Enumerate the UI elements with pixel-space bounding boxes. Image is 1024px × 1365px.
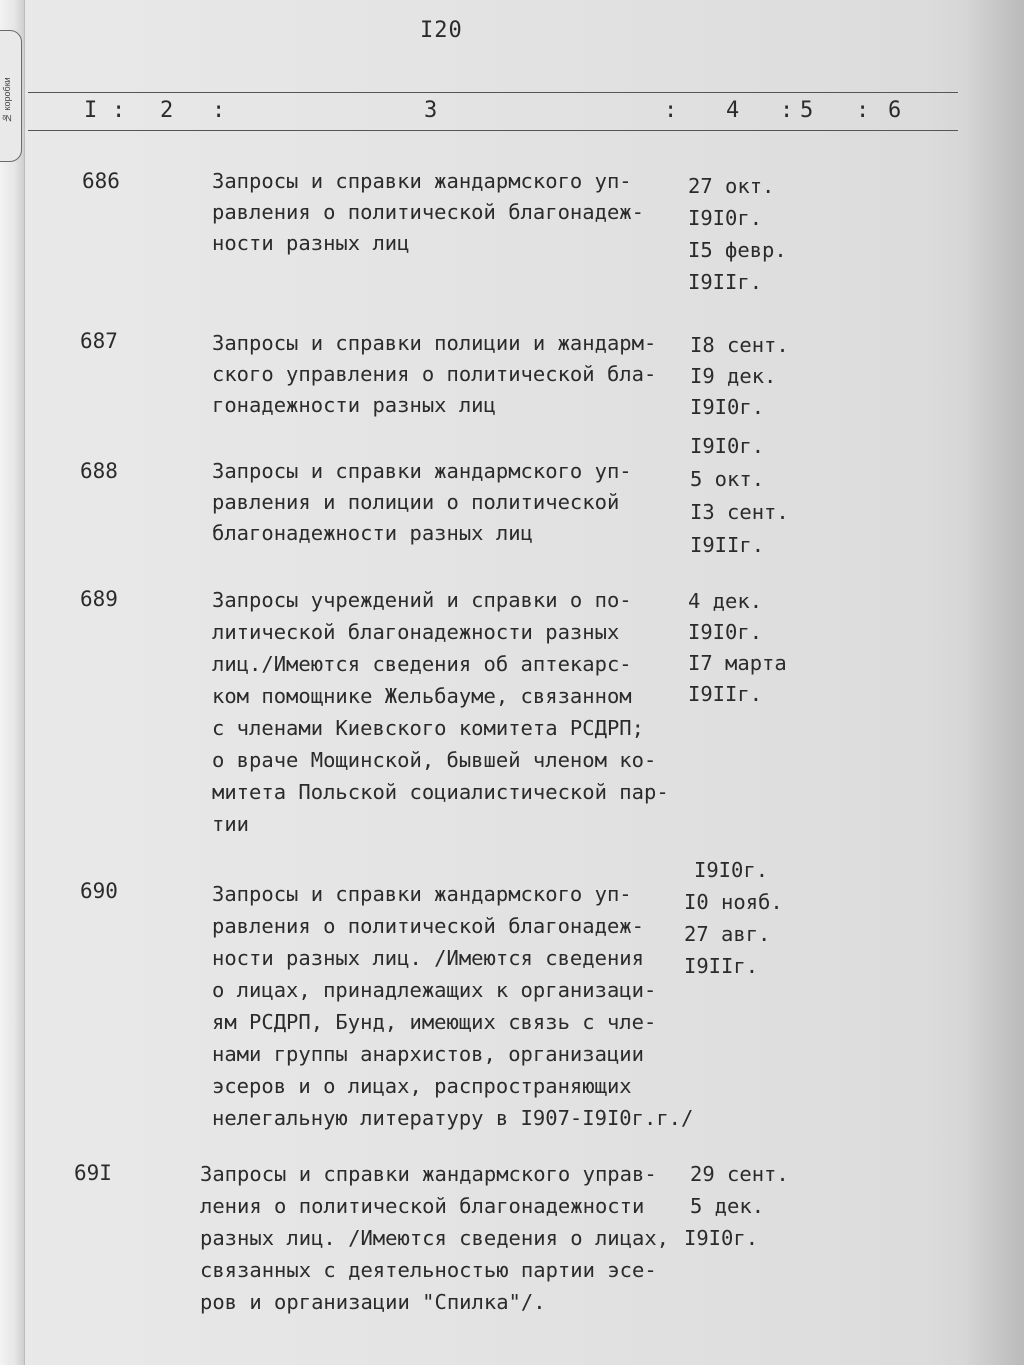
entry-dates bbox=[684, 1158, 789, 1254]
date-line: I9I0г. bbox=[684, 1226, 759, 1250]
column-header: 4 bbox=[726, 98, 740, 123]
date-line: I9I0г. bbox=[694, 858, 769, 882]
column-header: 6 bbox=[888, 98, 902, 123]
date-line: I9I0г. bbox=[688, 206, 763, 230]
entry-description bbox=[212, 456, 632, 549]
description-line: Запросы и справки жандармского уп- bbox=[212, 169, 632, 193]
header-rule-bottom bbox=[28, 130, 958, 131]
date-line: 29 сент. bbox=[690, 1162, 789, 1186]
entry-description bbox=[200, 1158, 669, 1318]
description-line: ления о политической благонадежности bbox=[200, 1194, 645, 1218]
description-line: литической благонадежности разных bbox=[212, 620, 620, 644]
description-line: Запросы учреждений и справки о по- bbox=[212, 588, 632, 612]
column-separator: : bbox=[664, 98, 678, 123]
description-line: ского управления о политической бла- bbox=[212, 362, 657, 386]
date-line: 5 дек. bbox=[690, 1194, 765, 1218]
entry-dates bbox=[688, 586, 787, 710]
description-line: ям РСДРП, Бунд, имеющих связь с чле- bbox=[212, 1010, 657, 1034]
column-header: I bbox=[84, 98, 98, 123]
date-line: I9IIг. bbox=[688, 682, 763, 706]
description-line: равления и полиции о политической bbox=[212, 490, 620, 514]
description-line: Запросы и справки полиции и жандарм- bbox=[212, 331, 657, 355]
description-line: эсеров и о лицах, распространяющих bbox=[212, 1074, 632, 1098]
entry-description bbox=[212, 878, 693, 1134]
date-line: I9IIг. bbox=[688, 270, 763, 294]
date-line: I9IIг. bbox=[684, 954, 759, 978]
description-line: Запросы и справки жандармского уп- bbox=[212, 882, 632, 906]
date-line: I5 февр. bbox=[688, 238, 787, 262]
entry-number: 687 bbox=[80, 329, 118, 353]
entry-number: 689 bbox=[80, 587, 118, 611]
description-line: связанных с деятельностью партии эсе- bbox=[200, 1258, 657, 1282]
column-separator: : bbox=[112, 98, 126, 123]
date-line: I9I0г. bbox=[690, 395, 765, 419]
date-line: I7 марта bbox=[688, 651, 787, 675]
description-line: ров и организации "Спилка"/. bbox=[200, 1290, 546, 1314]
column-header: 3 bbox=[424, 98, 438, 123]
entry-number: 688 bbox=[80, 459, 118, 483]
date-line: I9IIг. bbox=[690, 533, 765, 557]
entry-dates bbox=[690, 330, 789, 423]
column-header: 5 bbox=[800, 98, 814, 123]
column-header: 2 bbox=[160, 98, 174, 123]
description-line: ности разных лиц bbox=[212, 231, 410, 255]
description-line: митета Польской социалистической пар- bbox=[212, 780, 669, 804]
date-line: I0 нояб. bbox=[684, 890, 783, 914]
page-binding bbox=[0, 0, 25, 1365]
entry-description bbox=[212, 166, 644, 259]
margin-stamp: № коробки bbox=[2, 77, 12, 123]
description-line: равления о политической благонадеж- bbox=[212, 914, 644, 938]
date-line: I9 дек. bbox=[690, 364, 777, 388]
description-line: с членами Киевского комитета РСДРП; bbox=[212, 716, 644, 740]
entry-dates bbox=[684, 854, 783, 982]
description-line: тии bbox=[212, 812, 250, 836]
description-line: лиц./Имеются сведения об аптекарс- bbox=[212, 652, 632, 676]
entry-dates bbox=[688, 170, 787, 298]
description-line: о враче Мощинской, бывшей членом ко- bbox=[212, 748, 657, 772]
page-shadow bbox=[964, 0, 1024, 1365]
date-line: 27 окт. bbox=[688, 174, 775, 198]
description-line: разных лиц. /Имеются сведения о лицах, bbox=[200, 1226, 669, 1250]
description-line: ком помощнике Жельбауме, связанном bbox=[212, 684, 632, 708]
description-line: Запросы и справки жандармского уп- bbox=[212, 459, 632, 483]
entry-number: 69I bbox=[74, 1161, 112, 1185]
date-line: 27 авг. bbox=[684, 922, 771, 946]
column-headers bbox=[0, 98, 1024, 128]
date-line: I9I0г. bbox=[688, 620, 763, 644]
entry-number: 690 bbox=[80, 879, 118, 903]
description-line: равления о политической благонадеж- bbox=[212, 200, 644, 224]
description-line: о лицах, принадлежащих к организаци- bbox=[212, 978, 657, 1002]
description-line: благонадежности разных лиц bbox=[212, 521, 533, 545]
entry-number: 686 bbox=[82, 169, 120, 193]
description-line: Запросы и справки жандармского управ- bbox=[200, 1162, 657, 1186]
description-line: нами группы анархистов, организации bbox=[212, 1042, 644, 1066]
column-separator: : bbox=[212, 98, 226, 123]
entry-description bbox=[212, 328, 656, 421]
page-number: I20 bbox=[420, 18, 463, 43]
description-line: нелегальную литературу в I907-I9I0г.г./ bbox=[212, 1106, 694, 1130]
date-line: 4 дек. bbox=[688, 589, 763, 613]
date-line: I3 сент. bbox=[690, 500, 789, 524]
date-line: I8 сент. bbox=[690, 333, 789, 357]
description-line: гонадежности разных лиц bbox=[212, 393, 496, 417]
column-separator: : bbox=[856, 98, 870, 123]
entry-dates bbox=[690, 430, 789, 562]
description-line: ности разных лиц. /Имеются сведения bbox=[212, 946, 644, 970]
header-rule-top bbox=[28, 92, 958, 93]
date-line: 5 окт. bbox=[690, 467, 765, 491]
date-line: I9I0г. bbox=[690, 434, 765, 458]
column-separator: : bbox=[780, 98, 794, 123]
entry-description bbox=[212, 584, 669, 840]
